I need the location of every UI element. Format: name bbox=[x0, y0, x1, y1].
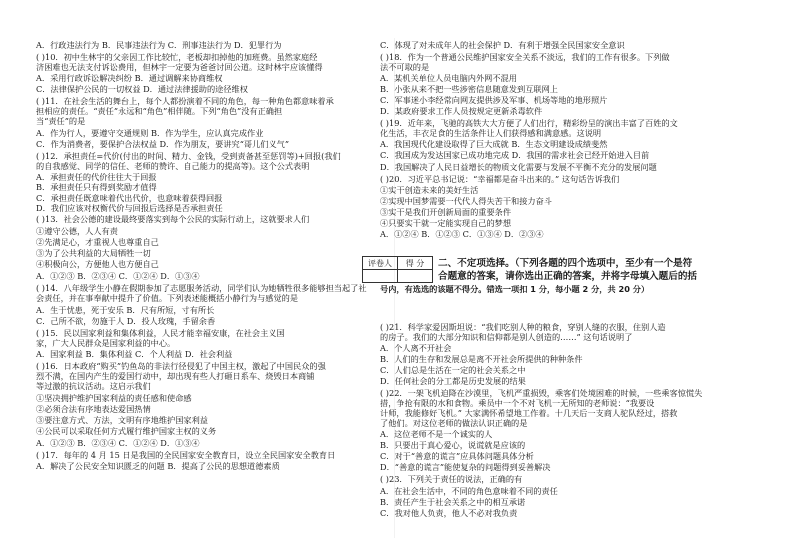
right-text-line: A．我国现代化建设取得了巨大成就 B．生态文明建设成绩斐然 bbox=[380, 139, 608, 149]
left-text-line: A．采用行政诉讼解决纠纷 B．通过调解来协商维权 bbox=[36, 73, 223, 83]
left-text-line: ④公民可以采取任何方式履行维护国家主权的义务 bbox=[36, 426, 217, 436]
left-text-line: ①坚决拥护维护国家利益的责任感和使命感 bbox=[36, 393, 192, 403]
left-text-line: C．作为消费者，要保护合法权益 D．作为朋友，要讲究“哥儿们义气” bbox=[36, 139, 290, 149]
right-text-line: D．任何社会的分工都是历史发展的结果 bbox=[380, 376, 526, 386]
right-text-line: B．责任产生于社会关系之中的相互承诺 bbox=[380, 497, 526, 507]
left-text-line: ( )15．民以国家利益和集体利益，人民才能幸福安康，在社会主义国 bbox=[36, 328, 285, 338]
left-text-line: C．己所不欲，勿施于人 D．投人玫瑰，手留余香 bbox=[36, 316, 216, 326]
right-text-line: ③实干是我们开创新局面的重要条件 bbox=[380, 207, 512, 217]
right-text-line: B．小张从来不把一些涉密信息随意发到互联网上 bbox=[380, 84, 558, 94]
right-text-line: ( )18．作为一个普通公民维护国家安全关系不淡远，我们的工作有很多。下列做 bbox=[380, 52, 670, 62]
left-text-line: A．①②③ B．②③④ C．①②④ D．①③④ bbox=[36, 438, 200, 448]
left-text-line: 会责任，并在事奉献中提升了价值。下列表述能概括小静行为与感觉的是 bbox=[36, 293, 299, 303]
right-text-line: ②实现中国梦需要一代代人得失苦干和接力奋斗 bbox=[380, 196, 552, 206]
right-text-line: C．我对他人负责，他人不必对我负责 bbox=[380, 508, 518, 518]
left-text-line: D．我们应该对权衡代价与回报后选择是否承担责任 bbox=[36, 203, 223, 213]
right-text-line: 措，争抢有限的水和食物。乘员中一个不对飞机一无所知的老师说：“我要设 bbox=[380, 398, 655, 408]
right-text-line: B．人们的生存和发展总是离不开社会所提供的种种条件 bbox=[380, 354, 583, 364]
right-text-line: A．这位老师不是一个诚实的人 bbox=[380, 429, 493, 439]
left-text-line: A．解决了公民安全知识匮乏的问题 B．提高了公民的思想道德素质 bbox=[36, 461, 280, 471]
right-text-line: ①实干创造未来的美好生活 bbox=[380, 185, 479, 195]
left-text-line: ①遵守公德，人人有责 bbox=[36, 226, 118, 236]
right-text-line: ④只要实干就一定能实现自己的梦想 bbox=[380, 218, 512, 228]
reviewer-cell[interactable] bbox=[363, 270, 398, 283]
right-text-line: 法不可取的是 bbox=[380, 62, 430, 72]
right-text-line: 计师，我能修好飞机。” 大家满怀希望地工作着。十几天后一支商人驼队经过，搭救 bbox=[380, 408, 678, 418]
right-text-line: D．“善意的谎言”能使复杂的问题得到妥善解决 bbox=[380, 462, 551, 472]
left-text-line: ②先满足心，才重视人也尊重自己 bbox=[36, 237, 159, 247]
left-text-line: ( )16．日本政府“购买”钓鱼岛的非法行径侵犯了中国主权，激起了中国民众的强 bbox=[36, 361, 326, 371]
right-text-line: D．某政府要求工作人员按规定更新杀毒软件 bbox=[380, 106, 543, 116]
right-text-line: C．军事迷小李经常向网友提供涉及军事、机场等地的地形照片 bbox=[380, 95, 608, 105]
right-text-line: B．只要出于真心爱心，说谎就是应该的 bbox=[380, 440, 526, 450]
left-text-line: ( )12．承担责任=代价(付出的时间、精力、金钱，受到责备甚至惩罚等)+回报(我们 bbox=[36, 151, 341, 161]
right-text-line: C．我国成为发达国家已成功地完成 D．我国的需求社会已经开始进入目前 bbox=[380, 150, 650, 160]
left-text-line: A．生于忧患，死于安乐 B．尺有所短，寸有所长 bbox=[36, 305, 215, 315]
right-text-line: C．体现了对未成年人的社会保护 D．有利于增强全民国家安全意识 bbox=[380, 40, 625, 50]
left-text-line: C．法律保护公民的一切权益 D．通过法律援助的途径维权 bbox=[36, 84, 248, 94]
left-text-line: ④积极向公，方便他人也方便自己 bbox=[36, 259, 159, 269]
left-text-line: 担相应的责任。“责任”永远和“角色”相伴随。下列“角色”没有正确担 bbox=[36, 106, 283, 116]
left-text-line: 烈不满，在国内产生的爱国行动中，却出现有些人打砸日系车、烧毁日本商铺 bbox=[36, 371, 315, 381]
left-text-line: A．作为行人，要遵守交通规则 B．作为学生，应认真完成作业 bbox=[36, 128, 264, 138]
left-text-line: ( )11．在社会生活的舞台上，每个人都扮演着不同的角色，每一种角色都意味着承 bbox=[36, 96, 334, 106]
right-text-line: A．某机关单位人员电脑内外网不混用 bbox=[380, 73, 517, 83]
left-text-line: ③为了公共利益的大局牺牲一切 bbox=[36, 248, 151, 258]
left-text-line: B．承担责任只有得到奖励才值得 bbox=[36, 182, 157, 192]
section2-heading-line1: 二、不定项选择。（下列各题的四个选项中，至少有一个是符 bbox=[438, 258, 693, 269]
right-text-line: ( )20．习近平总书记说：“幸福都是奋斗出来的。” 这句话告诉我们 bbox=[380, 174, 620, 184]
right-text-line: C．人们总是生活在一定的社会关系之中 bbox=[380, 365, 526, 375]
right-text-line: A．①②④ B．①②③ C．①③④ D．②③④ bbox=[380, 229, 544, 239]
left-text-line: A．①②③ B．②③④ C．①②④ D．①③④ bbox=[36, 271, 200, 281]
left-text-line: 的自我感觉、同学的信任、老师的赞许、自己能力的提高等)。这个公式表明 bbox=[36, 161, 310, 171]
left-text-line: 家，广大人民群众是国家利益的中心。 bbox=[36, 338, 176, 348]
left-text-line: ( )14．八年级学生小静在假期参加了志愿服务活动，同学们认为她牺牲很多能够担当起了社 bbox=[36, 283, 367, 293]
right-text-line: A．在社会生活中，不同的角色意味着不同的责任 bbox=[380, 486, 558, 496]
left-text-line: C．承担责任既意味着代出代价，也意味着获得回报 bbox=[36, 193, 223, 203]
right-text-line: ( )22．一架飞机迫降在沙漠里，飞机严重损毁，乘客们处境困难的时候，一些乘客惊慌失 bbox=[380, 388, 703, 398]
score-box bbox=[362, 256, 433, 283]
section2-heading-line3: 号内，有选选的该题不得分。错选一项扣 1 分，每小题 2 分，共 20 分） bbox=[380, 284, 650, 294]
right-text-line: 化生活，丰衣足食的生活条件让人们获得感和满意感。这说明 bbox=[380, 128, 602, 138]
score-cell[interactable] bbox=[398, 270, 433, 283]
right-text-line: ( )23．下列关于责任的说法，正确的有 bbox=[380, 474, 523, 484]
left-text-line: A．国家利益 B．集体利益 C．个人利益 D．社会利益 bbox=[36, 349, 233, 359]
left-text-line: ( )17．每年的 4 月 15 日是我国的全民国家安全教育日，设立全民国家安全教育日 bbox=[36, 450, 336, 460]
left-text-line: ③要注意方式、方法，文明有序地维护国家利益 bbox=[36, 415, 208, 425]
right-text-line: 的房子。我们的大部分知识和信仰都是别人创造的……” 这句话说明了 bbox=[380, 332, 633, 342]
left-text-line: ( )10．初中生林宇的父亲因工作比较忙，老板却扣掉他的加班费。虽然家庭经 bbox=[36, 52, 318, 62]
left-text-line: 济困难也无法支付诉讼费用，但林宇一定要为爸爸讨回公道。这时林宇应该懂得 bbox=[36, 62, 323, 72]
right-text-line: C．对于“善意的谎言”应具体问题具体分析 bbox=[380, 451, 534, 461]
right-text-line: D．我国解决了人民日益增长的物质文化需要与发展不平衡不充分的发展问题 bbox=[380, 162, 657, 172]
left-text-line: 等过激的抗议活动。这启示我们 bbox=[36, 381, 151, 391]
right-text-line: 了他们。对这位老师的做法认识正确的是 bbox=[380, 418, 528, 428]
section2-heading-line2: 合题意的答案，请你选出正确的答案，并将字母填入题后的括 bbox=[438, 271, 698, 282]
left-text-line: ②必须合法有序地表达爱国热情 bbox=[36, 404, 151, 414]
left-text-line: A．行政违法行为 B．民事违法行为 C．刑事违法行为 D．犯罪行为 bbox=[36, 40, 282, 50]
left-text-line: 当“责任”的是 bbox=[36, 116, 86, 126]
left-text-line: ( )13．社会公德的建设最终要落实到每个公民的实际行动上，这就要求人们 bbox=[36, 214, 310, 224]
left-text-line: A．承担责任的代价往往大于回报 bbox=[36, 172, 157, 182]
right-text-line: ( )21．科学家爱因斯坦说：“我们吃别人种的粮食，穿别人缝的衣服，住别人造 bbox=[380, 322, 666, 332]
right-text-line: A．个人离不开社会 bbox=[380, 343, 452, 353]
score-label: 得 分 bbox=[398, 257, 433, 270]
reviewer-label: 评卷人 bbox=[363, 257, 398, 270]
right-text-line: ( )19．近年来，飞驰的高铁大大方便了人们出行，精彩纷呈的演出丰富了百姓的文 bbox=[380, 118, 678, 128]
